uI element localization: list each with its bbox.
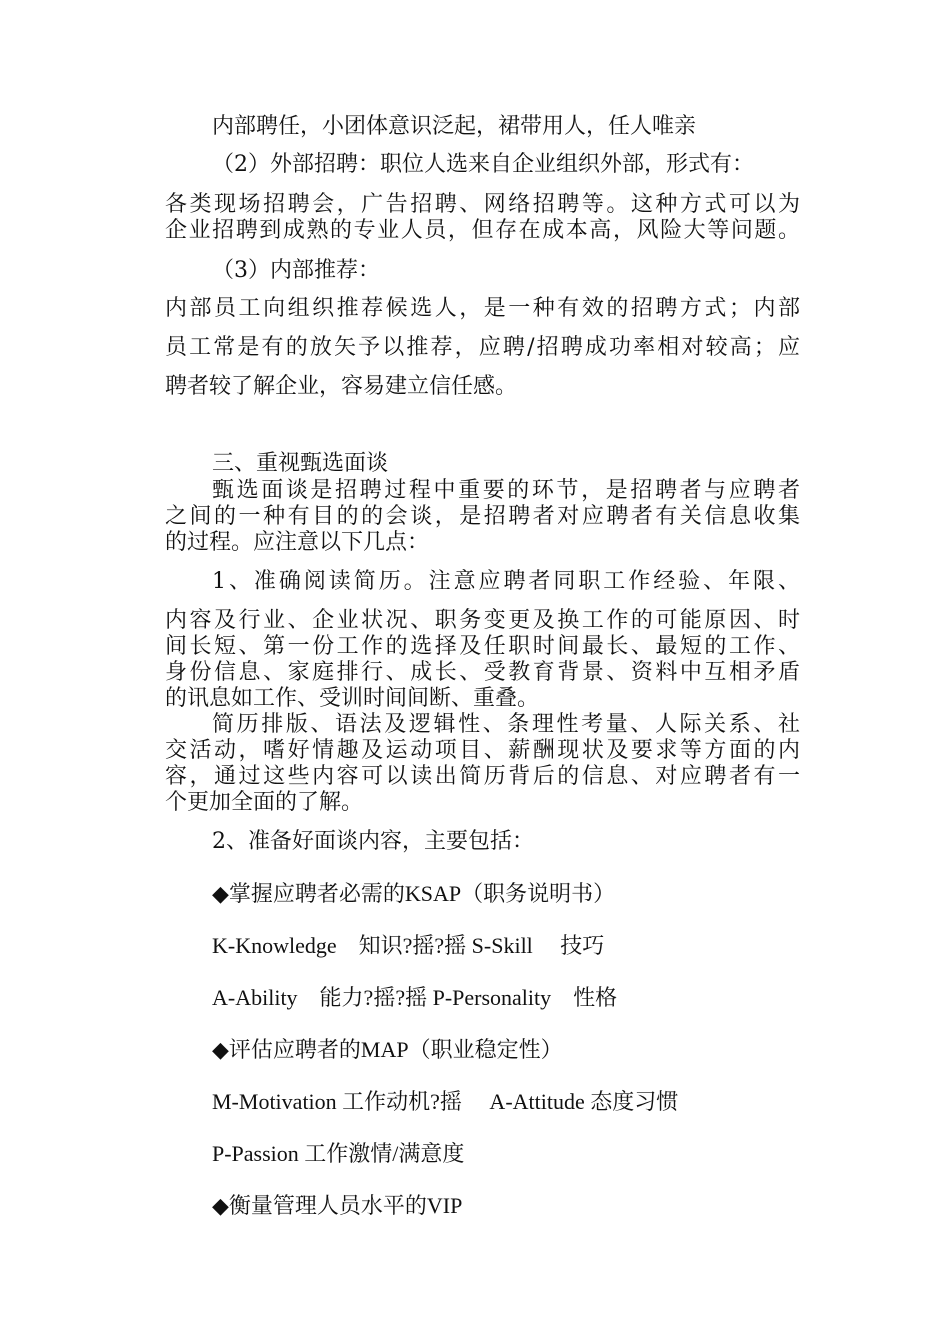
text-line: 企业招聘到成熟的专业人员，但存在成本高，风险大等问题。	[165, 218, 800, 243]
text-line: P-Passion 工作激情/满意度	[212, 1141, 465, 1166]
text-line: 内部聘任，小团体意识泛起，裙带用人，任人唯亲	[212, 114, 697, 139]
text-line: K-Knowledge 知识?摇?摇 S-Skill 技巧	[212, 933, 605, 958]
text-line: 1、准确阅读简历。注意应聘者同职工作经验、年限、	[212, 569, 800, 594]
text-line: 各类现场招聘会，广告招聘、网络招聘等。这种方式可以为	[165, 192, 800, 217]
text-line: 身份信息、家庭排行、成长、受教育背景、资料中互相矛盾	[165, 660, 800, 685]
text-line: 内容及行业、企业状况、职务变更及换工作的可能原因、时	[165, 608, 800, 633]
text-line: 间长短、第一份工作的选择及任职时间最长、最短的工作、	[165, 634, 800, 659]
bullet-item: ◆衡量管理人员水平的VIP	[212, 1193, 463, 1218]
bullet-item: ◆掌握应聘者必需的KSAP（职务说明书）	[212, 881, 616, 906]
section-heading: 三、重视甄选面谈	[212, 451, 389, 476]
text-line: A-Ability 能力?摇?摇 P-Personality 性格	[212, 985, 618, 1010]
text-line: （2）外部招聘：职位人选来自企业组织外部，形式有：	[212, 152, 754, 177]
text-line: 的讯息如工作、受训时间间断、重叠。	[165, 686, 540, 711]
text-line: 的过程。应注意以下几点：	[165, 530, 430, 555]
text-line: 2、准备好面谈内容，主要包括：	[212, 829, 534, 854]
text-line: M-Motivation 工作动机?摇 A-Attitude 态度习惯	[212, 1089, 679, 1114]
text-line: 简历排版、语法及逻辑性、条理性考量、人际关系、社	[212, 712, 800, 737]
text-line: 个更加全面的了解。	[165, 790, 364, 815]
text-line: 员工常是有的放矢予以推荐，应聘/招聘成功率相对较高；应	[165, 335, 800, 360]
text-line: 之间的一种有目的的会谈，是招聘者对应聘者有关信息收集	[165, 504, 800, 529]
text-line: 内部员工向组织推荐候选人，是一种有效的招聘方式；内部	[165, 296, 800, 321]
bullet-item: ◆评估应聘者的MAP（职业稳定性）	[212, 1037, 563, 1062]
text-line: 甄选面谈是招聘过程中重要的环节，是招聘者与应聘者	[212, 478, 800, 503]
text-line: （3）内部推荐：	[212, 258, 380, 283]
text-line: 交活动，嗜好情趣及运动项目、薪酬现状及要求等方面的内	[165, 738, 800, 763]
text-line: 聘者较了解企业，容易建立信任感。	[165, 374, 518, 399]
text-line: 容，通过这些内容可以读出简历背后的信息、对应聘者有一	[165, 764, 800, 789]
